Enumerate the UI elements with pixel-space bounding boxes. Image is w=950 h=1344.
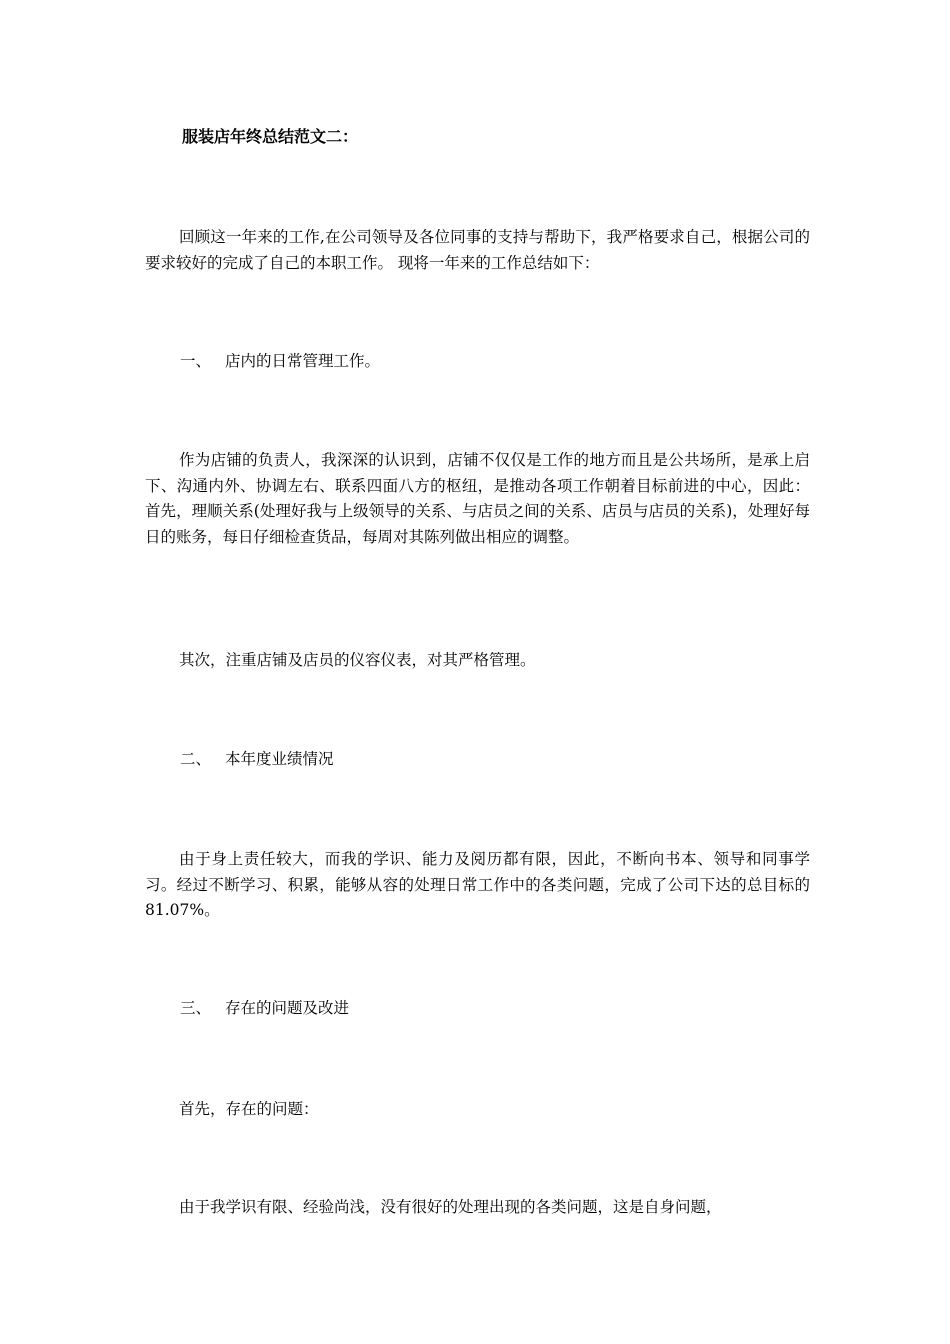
body-paragraph: 其次，注重店铺及店员的仪容仪表，对其严格管理。 [179, 651, 536, 669]
section-number: 三、 [180, 999, 212, 1017]
section-number: 一、 [180, 352, 212, 370]
body-paragraph: 首先，存在的问题： [179, 1100, 319, 1118]
section-heading-1 [180, 350, 380, 372]
section-heading-2 [180, 748, 334, 770]
intro-paragraph: 回顾这一年来的工作,在公司领导及各位同事的支持与帮助下，我严格要求自己，根据公司的要求较好的完成了自己的本职工作。 现将一年来的工作总结如下： [145, 228, 810, 272]
body-paragraph: 作为店铺的负责人，我深深的认识到，店铺不仅仅是工作的地方而且是公共场所，是承上启下、沟通内外、协调左右、联系四面八方的枢纽，是推动各项工作朝着目标前进的中心，因此： 首先，理顺关系(处理好我与上级领导的关系、与店员之间的关系、店员与店员的关系)，处理好每日的账务，每日仔细检查货品，每周对其陈列做出相应的调整。 [145, 451, 810, 546]
section-heading-3 [180, 997, 349, 1019]
body-paragraph: 由于身上责任较大，而我的学识、能力及阅历都有限，因此，不断向书本、领导和同事学习。经过不断学习、积累，能够从容的处理日常工作中的各类问题，完成了公司下达的总目标的81.07%。 [145, 850, 810, 919]
section-label: 店内的日常管理工作。 [225, 352, 381, 370]
document-title: 服装店年终总结范文二： [182, 127, 359, 146]
section-label: 存在的问题及改进 [225, 999, 350, 1017]
section-number: 二、 [180, 750, 212, 768]
section-label: 本年度业绩情况 [225, 750, 334, 768]
body-paragraph: 由于我学识有限、经验尚浅，没有很好的处理出现的各类问题，这是自身问题， [179, 1198, 722, 1216]
